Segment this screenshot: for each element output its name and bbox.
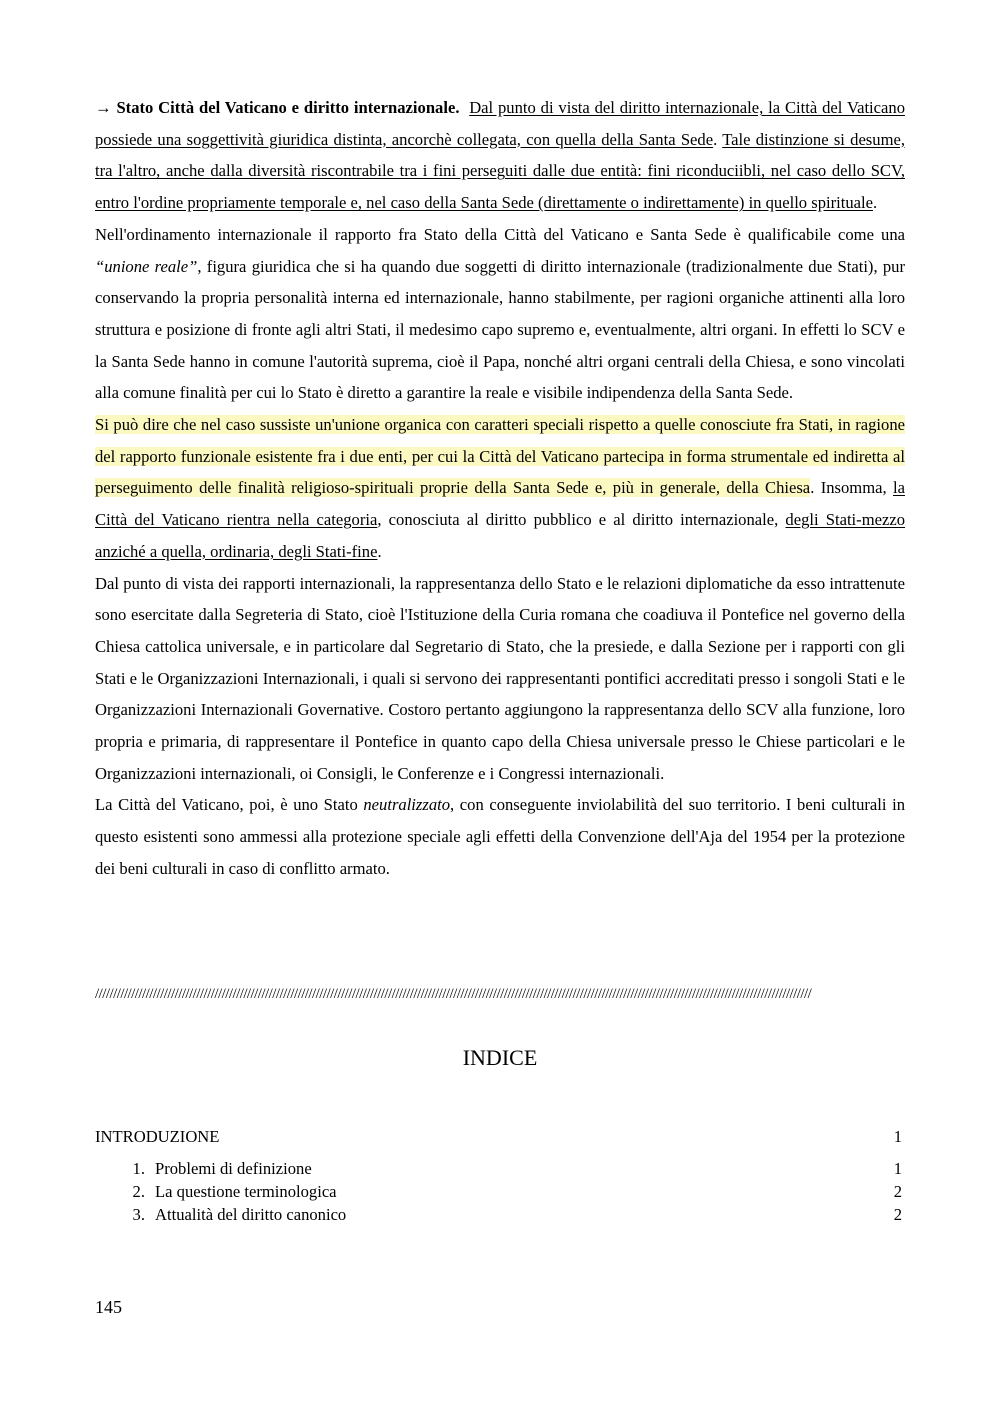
text-run: La Città del Vaticano, poi, è uno Stato	[95, 795, 358, 815]
toc-subentry-number: 2.	[132, 1182, 145, 1201]
toc-subentry	[95, 1159, 905, 1182]
text-run: , conosciuta al diritto pubblico e al diritto internazionale,	[377, 510, 779, 530]
toc-subentry	[95, 1182, 905, 1205]
text-run: .	[713, 129, 718, 149]
paragraph-vatican-international-law	[95, 92, 905, 219]
toc-page-number: 2	[893, 1205, 902, 1224]
toc-subentry	[95, 1205, 905, 1228]
section-heading: → Stato Città del Vaticano e diritto internazionale.	[95, 98, 460, 117]
text-run: . Insomma,	[810, 478, 887, 498]
toc-subentry-label: Attualità del diritto canonico	[155, 1205, 347, 1224]
underlined-passage: Tale distinzione si desume, tra l'altro, anche dalla diversità riscontrabile tra i fini perseguiti dalle due entità: fini riconduciibli, nel caso dello SCV, entro l'ordine propriamente temporale e, nel caso della Santa Sede (direttamente o indirettamente) in quello spirituale	[95, 129, 905, 213]
text-run: , con conseguente inviolabilità del suo territorio. I beni culturali in questo esistenti sono ammessi alla protezione speciale agli effetti della Convenzione dell'Aja del 1954 per la protezione dei beni culturali in caso di conflitto armato.	[95, 795, 905, 878]
text-run: .	[873, 193, 878, 213]
toc-subentry-label: Problemi di definizione	[155, 1159, 312, 1178]
underlined-passage: Dal punto di vista del diritto internazionale, la Città del Vaticano possiede una soggettività giuridica distinta, ancorchè collegata, con quella della Santa Sede	[95, 98, 905, 149]
toc-page-number: 1	[893, 1159, 902, 1178]
text-run: , figura giuridica che si ha quando due soggetti di diritto internazionale (tradizionalmente due Stati), pur conservando la propria personalità interna ed internazionale, hanno stabilmente, per ragioni organiche attinenti alla loro struttura e posizione di fronte agli altri Stati, il medesimo capo supremo e, eventualmente, altri organi. In effetti lo SCV e la Santa Sede hanno in comune l'autorità suprema, cioè il Papa, nonché altri organi centrali della Chiesa, e sono vincolati alla comune finalità per cui lo Stato è diretto a garantire la reale e visibile indipendenza della Santa Sede.	[95, 256, 905, 403]
underlined-passage: la Città del Vaticano rientra nella categoria	[95, 478, 905, 530]
highlighted-passage: Si può dire che nel caso sussiste un'unione organica con caratteri speciali rispetto a quelle conosciute fra Stati, in ragione del rapporto funzionale esistente fra i due enti, per cui la Città del Vaticano partecipa in forma strumentale ed indiretta al perseguimento delle finalità religioso-spirituali proprie della Santa Sede e, più in generale, della Chiesa	[95, 415, 905, 498]
toc-subentry-number: 1.	[132, 1159, 145, 1178]
toc-subentry-label: La questione terminologica	[155, 1182, 337, 1201]
body-text	[95, 92, 905, 885]
index-title: INDICE	[462, 1045, 538, 1070]
text-run: Nell'ordinamento internazionale il rapporto fra Stato della Città del Vaticano e Santa Sede è qualificabile come una	[95, 224, 905, 244]
toc-page-number: 2	[893, 1182, 902, 1201]
toc-subentry-number: 3.	[132, 1205, 145, 1224]
italic-term: “unione reale”	[95, 256, 198, 276]
underlined-passage: degli Stati-mezzo anziché a quella, ordinaria, degli Stati-fine	[95, 510, 905, 561]
toc-entry-introduzione	[95, 1127, 905, 1150]
toc-entry-label: INTRODUZIONE	[95, 1127, 220, 1146]
paragraph-unione-organica	[95, 409, 905, 568]
paragraph-unione-reale	[95, 219, 905, 409]
paragraph-international-relations: Dal punto di vista dei rapporti internazionali, la rappresentanza dello Stato e le relazioni diplomatiche da esso intrattenute sono esercitate dalla Segreteria di Stato, cioè l'Istituzione della Curia romana che coadiuva il Pontefice nel governo della Chiesa cattolica universale, e in particolare dal Segretario di Stato, che la presiede, e dalla Sezione per i rapporti con gli Stati e le Organizzazioni Internazionali, i quali si servono dei rappresentanti pontifici accreditati presso i songoli Stati e le Organizzazioni Internazionali Governative. Costoro pertanto aggiungono la rappresentanza dello SCV alla funzione, loro propria e primaria, di rappresentare il Pontefice in quanto capo della Chiesa universale presso le Chiese particolari e le Organizzazioni internazionali, oi Consigli, le Conferenze e i Congressi internazionali.	[95, 573, 905, 783]
page-number: 145	[95, 1297, 122, 1317]
italic-term: neutralizzato	[363, 795, 451, 815]
paragraph-neutrality	[95, 789, 905, 884]
toc-page-number: 1	[893, 1127, 902, 1146]
text-run: .	[377, 541, 382, 561]
separator-line: //////////////////////////////////////////////////////////////////////////////////////////////////////////////////////////////////////////////////////////////////////////////////////////////////////	[95, 986, 812, 1002]
